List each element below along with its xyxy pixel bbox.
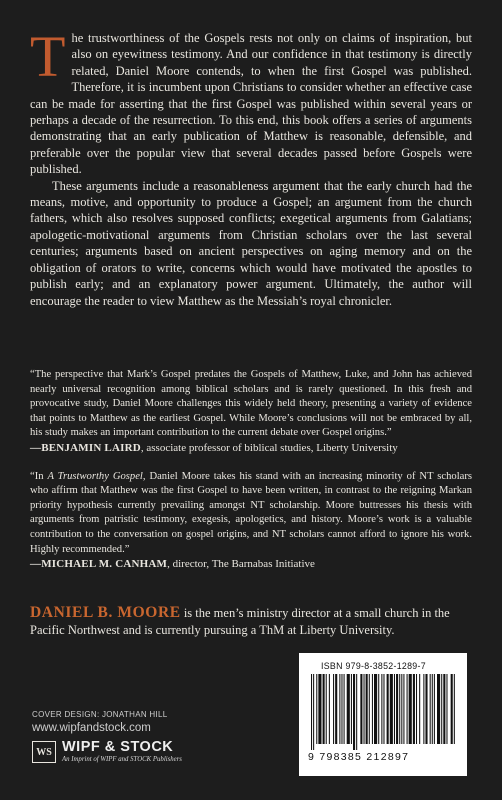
publisher-logo-icon: WS [32, 741, 56, 763]
endorser-role: , director, The Barnabas Initiative [167, 558, 315, 571]
cover-design-credit: COVER DESIGN: JONATHAN HILL [32, 710, 168, 719]
endorsements [30, 368, 472, 586]
isbn-digits: 9 798385 212897 [308, 751, 410, 763]
endorser-name: —MICHAEL M. CANHAM [30, 558, 168, 571]
publisher-name: WIPF & STOCK [62, 739, 174, 755]
publisher-website: www.wipfandstock.com [32, 722, 151, 734]
credits [32, 710, 168, 734]
endorsement-quote: “In A Trustworthy Gospel, Daniel Moore takes his stand with an increasing minority of NT scholars who affirm that Matthew was the first Gospel to have been written, in contrast to the reigning Markan priority hypothesis currently prevailing amongst NT scholarship. Moore buttresses his thesis with arguments from patristic testimony, exegesis, apologetics, and history. Moore’s work is a valuable contribution to the conversation on gospel origins, and NT scholars cannot afford to ignore his work. Highly recommended.” [30, 470, 472, 555]
endorsement-quote: “The perspective that Mark’s Gospel predates the Gospels of Matthew, Luke, and John has achieved nearly universal recognition among biblical scholars and is rarely questioned. In this fresh and provocative study, Daniel Moore challenges this widely held theory, presenting a variety of evidence that points to Matthew as the earliest Gospel. While Moore’s conclusions will not be embraced by all, his study makes an important contribution to the current debate over Gospel origins.” [30, 369, 472, 439]
drop-cap: T [30, 24, 66, 89]
endorser-name: —BENJAMIN LAIRD [30, 441, 141, 454]
description-paragraph-1 [30, 24, 472, 178]
endorsement [30, 470, 472, 572]
isbn-label: ISBN 979-8-3852-1289-7 [321, 661, 426, 671]
publisher-block [32, 740, 182, 763]
endorser-role: , associate professor of biblical studies, Liberty University [140, 441, 398, 454]
endorsement-attribution [30, 557, 472, 572]
description [30, 24, 472, 309]
description-paragraph-1-text: he trustworthiness of the Gospels rests not only on claims of inspiration, but also on eyewitness testimony. And our confidence in that testimony is directly related, Daniel Moore contends, to when the first Gospel was published. Therefore, it is incumbent upon Christians to consider whether an effective case can be made for asserting that the first Gospel was published within several years or perhaps a decade of the resurrection. To this end, this book offers a series of arguments demonstrating that an early publication of Matthew is reasonable, defensible, and preferable over the popular view that several decades passed before Gospels were published. [30, 31, 472, 177]
barcode [299, 653, 467, 776]
author-bio-text: is the men’s ministry director at a small church in the Pacific Northwest and is currently pursuing a ThM at Liberty University. [30, 606, 450, 637]
barcode-bars-icon [307, 674, 459, 750]
endorsement-attribution [30, 441, 472, 456]
book-title: A Trustworthy Gospel [47, 470, 143, 482]
endorsement [30, 368, 472, 456]
publisher-tagline: An Imprint of WIPF and STOCK Publishers [62, 756, 182, 763]
author-name: DANIEL B. MOORE [30, 604, 181, 621]
description-paragraph-2: These arguments include a reasonableness argument that the early church had the means, motive, and opportunity to produce a Gospel; an argument from the church fathers, which also resolves supposed conflicts; exegetical arguments from Galatians; apologetic-motivational arguments from Christian scholars over the last several centuries; arguments based on ancient perspectives on aging memory and on the obligation of orators to write, concerns which would have motivated the apostles to publish early; and an explanatory power argument. Ultimately, the author will encourage the reader to view Matthew as the Messiah’s royal chronicler. [30, 178, 472, 308]
author-bio [30, 604, 472, 639]
